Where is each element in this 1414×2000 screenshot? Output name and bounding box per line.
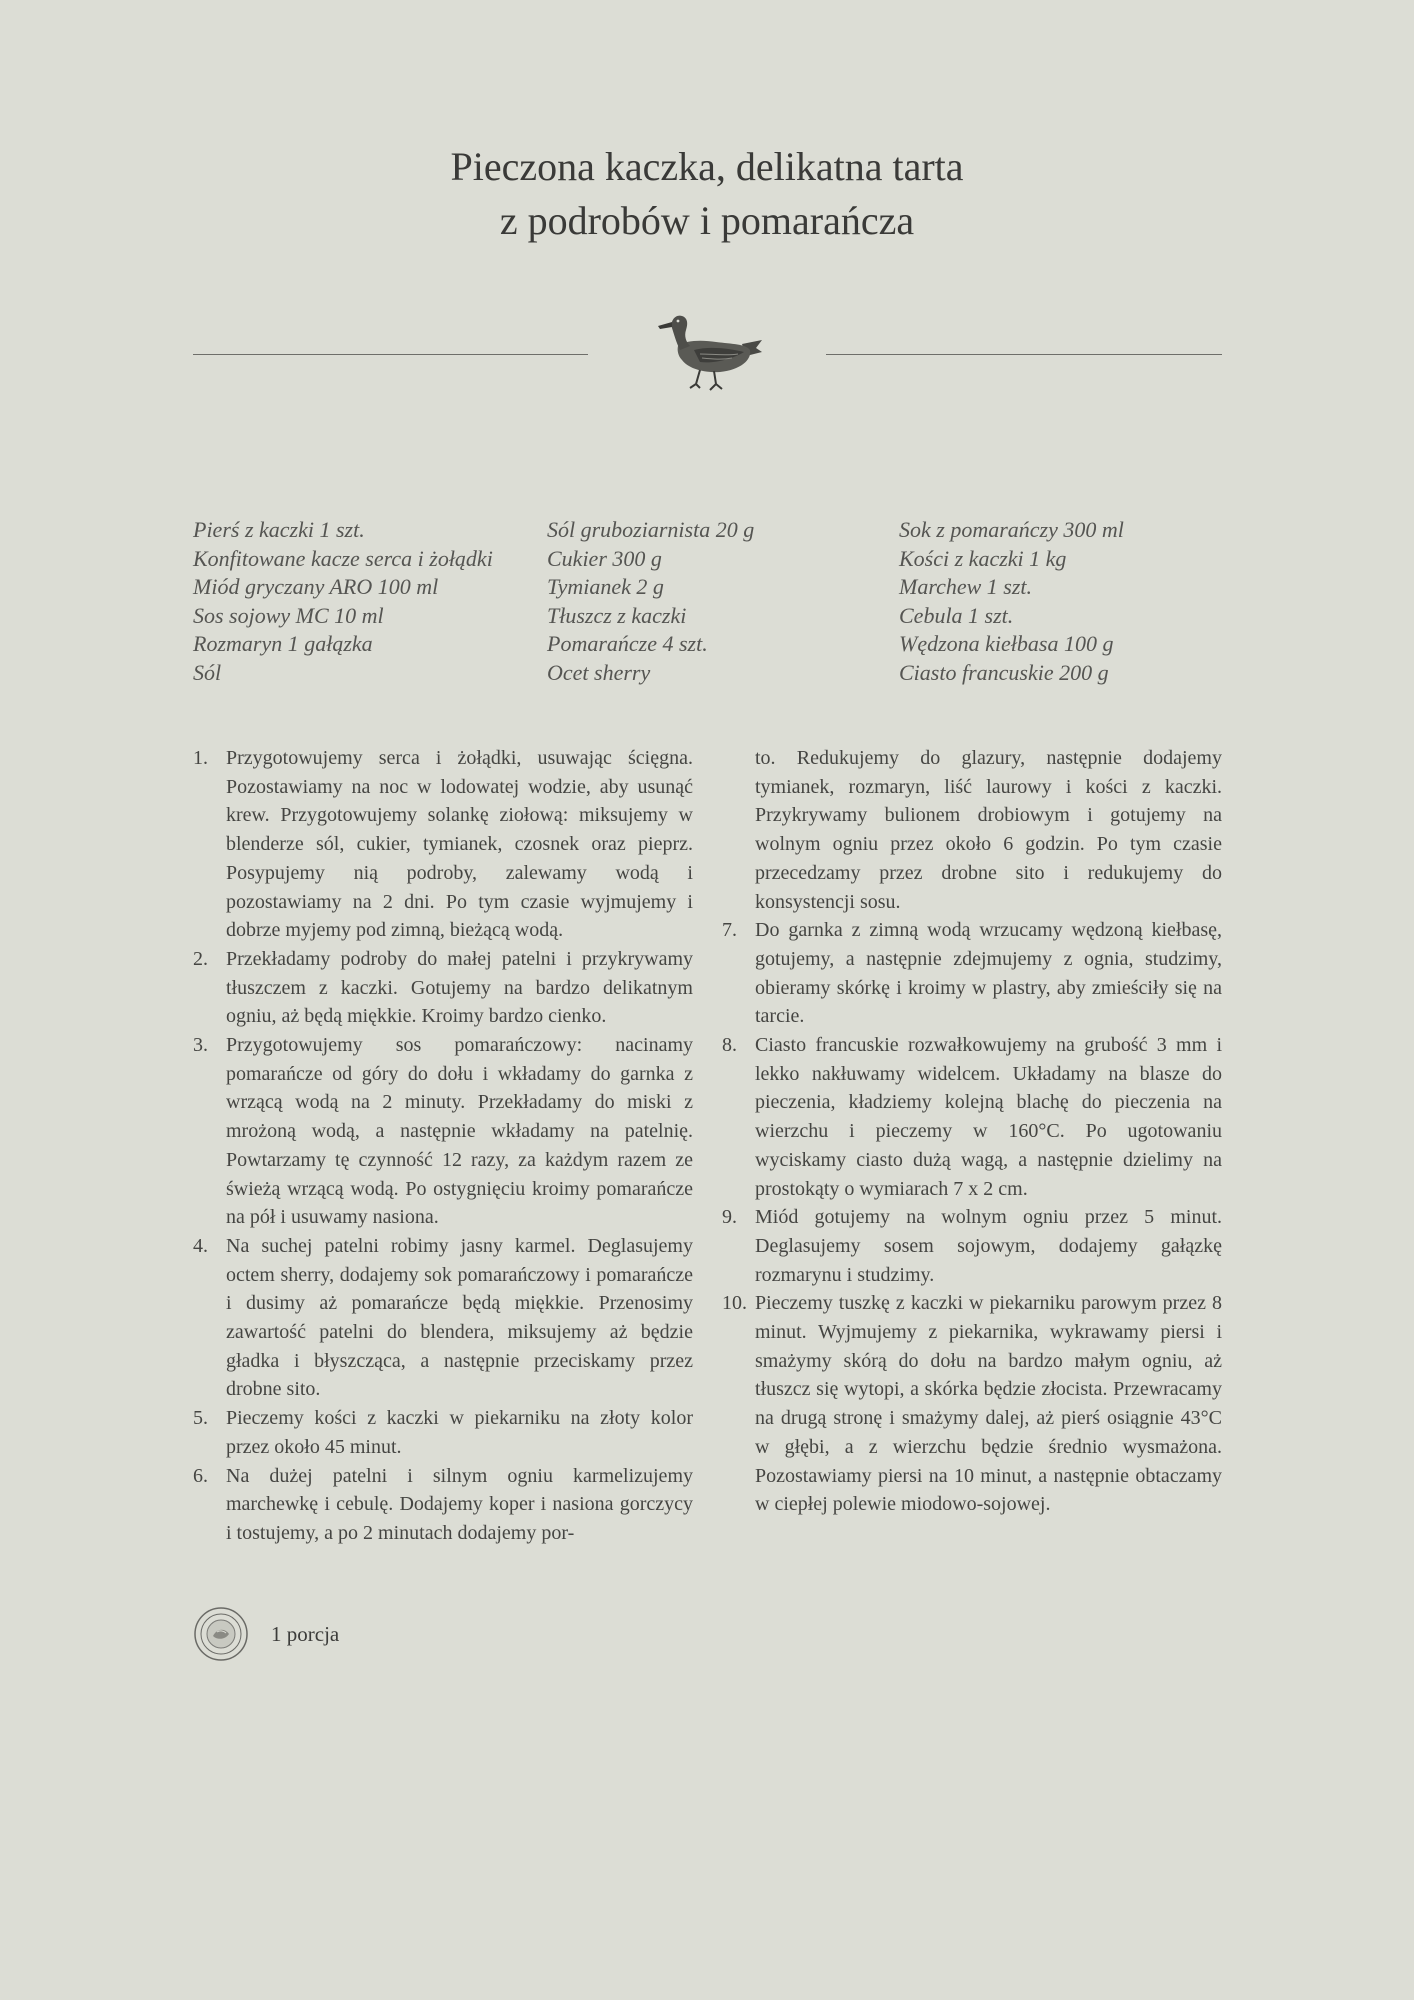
step-7 [722, 916, 1222, 1031]
servings-label: 1 porcja [271, 1621, 340, 1646]
step-text: Pieczemy tuszkę z kaczki w piekarniku parowym przez 8 minut. Wyjmujemy z piekarnika, wykrawamy piersi i smażymy skórą do dołu na bardzo małym ogniu, aż tłuszcz się wytopi, a skórka będzie złocista. Przewracamy na drugą stronę i smażymy dalej, aż pierś osiągnie 43°C w głębi, a z wierzchu będzie średnio wysmażona. Pozostawiamy piersi na 10 minut, a następnie obtaczamy w ciepłej polewie miodowo-sojowej. [755, 1292, 1222, 1516]
step-number: 9. [722, 1206, 737, 1229]
step-text: Miód gotujemy na wolnym ogniu przez 5 minut. Deglasujemy sosem sojowym, dodajemy gałązkę rozmarynu i studzimy. [755, 1206, 1222, 1286]
step-3 [193, 1031, 693, 1232]
step-number: 6. [193, 1464, 208, 1487]
ingredient-item: Sok z pomarańczy 300 ml [899, 517, 1124, 542]
step-number: 3. [193, 1034, 208, 1057]
ingredient-item: Pomarańcze 4 szt. [547, 631, 708, 656]
divider-left [193, 354, 588, 355]
preparation-steps [193, 744, 1222, 1548]
title-line-2: z podrobów i pomarańcza [499, 198, 915, 243]
step-text: Przekładamy podroby do małej patelni i przykrywamy tłuszczem z kaczki. Gotujemy na bardzo delikatnym ogniu, aż będą miękkie. Kroimy bardzo cienko. [226, 947, 693, 1028]
ingredient-item: Kości z kaczki 1 kg [899, 545, 1067, 571]
step-text: Przygotowujemy serca i żołądki, usuwając ścięgna. Pozostawiamy na noc w lodowatej wodzie, aby usunąć krew. Przygotowujemy solankę ziołową: miksujemy w blenderze sól, cukier, tymianek, czosnek oraz pieprz. Posypujemy nią podroby, zalewamy wodą i pozostawiamy na 2 dni. Po tym czasie wyjmujemy i dobrze myjemy pod zimną, bieżącą wodą. [226, 747, 693, 942]
title-line-1: Pieczona kaczka, delikatna tarta [450, 144, 964, 189]
ingredients-column-2 [547, 516, 899, 687]
step-text: Na dużej patelni i silnym ogniu karmelizujemy marchewkę i cebulę. Dodajemy koper i nasiona gorczycy i tostujemy, a po 2 minutach dodajemy por- [226, 1464, 693, 1544]
ingredient-item: Marchew 1 szt. [899, 574, 1033, 599]
step-number: 7. [722, 919, 737, 942]
ingredient-item: Konfitowane kacze serca i żołądki [193, 545, 493, 571]
step-text: Do garnka z zimną wodą wrzucamy wędzoną kiełbasę, gotujemy, a następnie zdejmujemy z ognia, studzimy, obieramy skórkę i kroimy w plastry, aby zmieściły się na tarcie. [755, 919, 1222, 1028]
step-text: Na suchej patelni robimy jasny karmel. Deglasujemy octem sherry, dodajemy sok pomarańczowy i pomarańcze i dusimy aż pomarańcze będą miękkie. Przenosimy zawartość patelni do blendera, miksujemy aż będzie gładka i błyszcząca, a następnie przeciskamy przez drobne sito. [226, 1234, 693, 1401]
step-5 [193, 1404, 693, 1461]
step-6-continued [722, 744, 1222, 916]
ingredient-item: Pierś z kaczki 1 szt. [193, 517, 365, 542]
duck-icon [650, 310, 764, 394]
ingredient-item: Miód gryczany ARO 100 ml [193, 574, 439, 599]
step-number: 2. [193, 947, 208, 970]
ingredient-item: Wędzona kiełbasa 100 g [899, 631, 1114, 656]
step-text: Przygotowujemy sos pomarańczowy: nacinamy pomarańcze od góry do dołu i wkładamy do garnka z wrzącą wodą na 2 minuty. Przekładamy do miski z mrożoną wodą, a następnie wkładamy na patelnię. Powtarzamy tę czynność 12 razy, za każdym razem ze świeżą wrzącą wodą. Po ostygnięciu kroimy pomarańcze na pół i usuwamy nasiona. [226, 1034, 693, 1229]
ingredient-item: Cukier 300 g [547, 545, 662, 571]
ingredient-item: Sól [193, 659, 222, 685]
step-text: Ciasto francuskie rozwałkowujemy na grubość 3 mm i lekko nakłuwamy widelcem. Układamy na blasze do pieczenia, kładziemy kolejną blachę do pieczenia na wierzchu i pieczemy w 160°C. Po ugotowaniu wyciskamy ciasto dużą wagą, a następnie dzielimy na prostokąty o wymiarach 7 x 2 cm. [755, 1034, 1222, 1200]
step-4 [193, 1232, 693, 1404]
step-number: 5. [193, 1407, 208, 1430]
step-number: 4. [193, 1234, 208, 1257]
ingredients-list [193, 516, 1222, 687]
ingredient-item: Ocet sherry [547, 659, 651, 685]
step-9 [722, 1203, 1222, 1289]
step-text: to. Redukujemy do glazury, następnie dodajemy tymianek, rozmaryn, liść laurowy i kości z kaczki. Przykrywamy bulionem drobiowym i gotujemy na wolnym ogniu przez około 6 godzin. Po tym czasie przecedzamy przez drobne sito i redukujemy do konsystencji sosu. [755, 747, 1222, 913]
step-6 [193, 1462, 693, 1548]
step-2 [193, 945, 693, 1031]
steps-column-right [722, 744, 1222, 1548]
ingredient-item: Sos sojowy MC 10 ml [193, 602, 384, 628]
ingredient-item: Cebula 1 szt. [899, 602, 1014, 628]
step-number: 8. [722, 1034, 737, 1057]
step-number: 10. [722, 1292, 747, 1315]
servings-info [193, 1606, 339, 1662]
step-number: 1. [193, 747, 208, 769]
ingredients-column-3 [899, 516, 1222, 687]
step-1 [193, 744, 693, 945]
ingredient-item: Ciasto francuskie 200 g [899, 659, 1109, 685]
steps-column-left [193, 744, 693, 1548]
ingredients-column-1 [193, 516, 547, 687]
step-8 [722, 1031, 1222, 1203]
step-number [722, 744, 755, 916]
step-10 [722, 1289, 1222, 1519]
divider-right [826, 354, 1222, 355]
ingredient-item: Tymianek 2 g [547, 574, 664, 599]
ingredient-item: Rozmaryn 1 gałązka [193, 631, 373, 656]
step-text: Pieczemy kości z kaczki w piekarniku na złoty kolor przez około 45 minut. [226, 1407, 693, 1458]
recipe-title [0, 140, 1414, 248]
ingredient-item: Tłuszcz z kaczki [547, 602, 687, 628]
plate-icon [193, 1606, 249, 1662]
ingredient-item: Sól gruboziarnista 20 g [547, 517, 755, 542]
